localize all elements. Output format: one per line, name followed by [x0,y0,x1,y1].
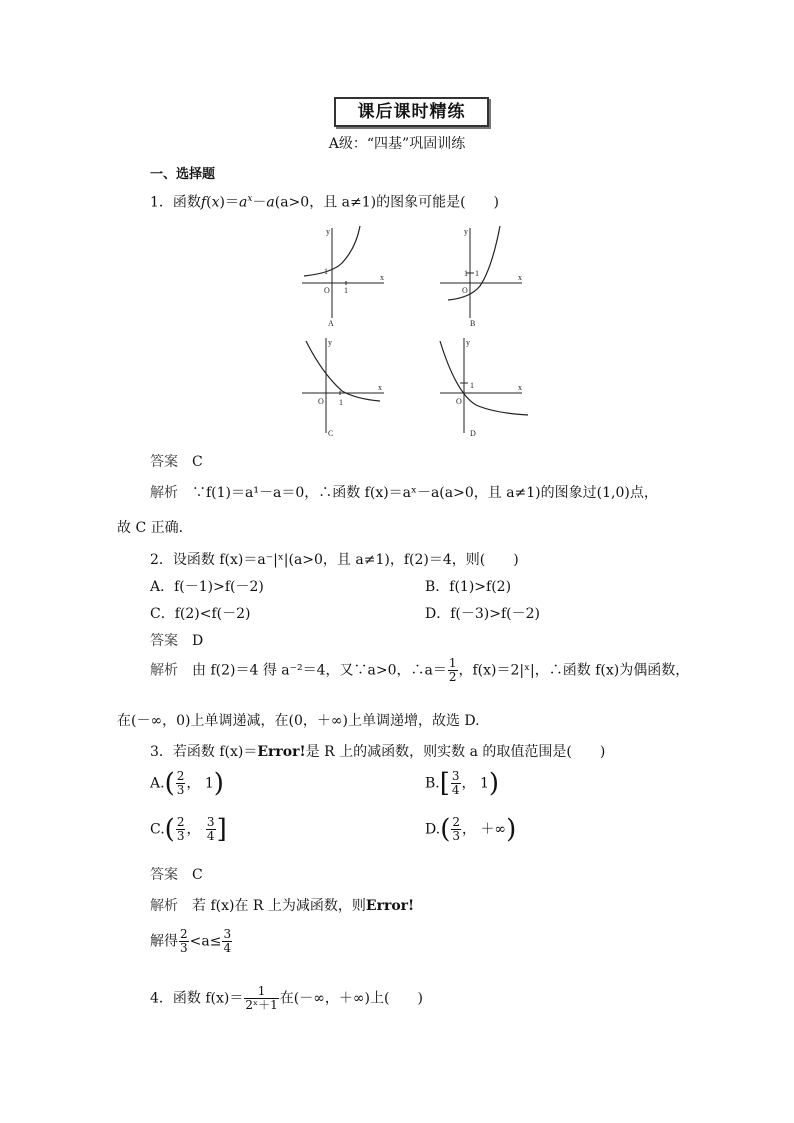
graph-a [302,226,384,318]
graph-d-y-label: y [466,338,470,347]
q3-option-b: B.[ $\frac{3}{4}$ ， 1) [425,768,500,799]
page-title: 课后课时精练 [334,97,489,127]
graph-a-label: A [328,319,334,328]
graph-a-origin: O [324,286,330,295]
graph-d-origin: O [456,397,462,406]
graph-c-one-x: 1 [339,398,343,407]
graph-b-one-x: 1 [475,269,479,278]
graph-c-x-label: x [378,383,382,392]
q3-option-c: C.( $\frac{2}{3}$ ， $\frac{3}{4}$ ] [150,814,227,845]
q3-option-a: A.( $\frac{2}{3}$ ， 1) [150,768,224,799]
q2-answer: 答案 D [150,633,204,649]
q2-option-d: D．f(－3)>f(－2) [425,606,540,622]
question-3: 3．若函数 f(x)＝Error!是 R 上的减函数，则实数 a 的取值范围是( ) [150,744,606,760]
q2-analysis: 解析 由 f(2)＝4 得 a⁻²＝4，又∵a>0，∴a＝ $\frac{1}{2}$ ，f(x)＝2|ˣ|，∴函数 f(x)为偶函数， [150,656,690,684]
section-heading: 一、选择题 [150,167,216,182]
graph-c [302,338,384,433]
graph-c-y-label: y [328,338,332,347]
graph-b-x-label: x [518,273,522,282]
graph-d [440,338,528,433]
graph-c-label: C [328,429,334,438]
page-subtitle: A级：“四基”巩固训练 [328,136,466,152]
q2-option-b: B．f(1)>f(2) [425,579,512,595]
question-1: 1．函数$f(x)=a^x-a(a>0$，且 a≠1)的图象可能是( ) [150,194,500,211]
graph-a-one-y: 1 [324,267,328,276]
graph-d-label: D [470,429,476,438]
graph-a-one-x: 1 [344,286,348,295]
fraction-one-half: $\frac{1}{2}$ [448,656,457,684]
q1-answer: 答案 C [150,454,203,470]
graph-b-one-y: 1 [464,269,468,278]
q1-analysis-cont: 故 C 正确． [117,520,193,536]
q2-option-a: A．f(－1)>f(－2) [150,579,264,595]
graph-b-y-label: y [464,227,468,236]
graph-a-x-label: x [380,273,384,282]
q3-answer: 答案 C [150,867,203,883]
q2-analysis-cont: 在(－∞，0)上单调递减，在(0，＋∞)上单调递增，故选 D. [117,713,480,729]
q3-solution: 解得 $\frac{2}{3}$ <a≤ $\frac{3}{4}$ [150,927,232,955]
q2-option-c: C．f(2)<f(－2) [150,606,251,622]
question-4: 4．函数 f(x)＝ $\frac{1}{\text{2ˣ＋1}}$ 在(－∞，＋∞)上( ) [150,984,423,1012]
q3-analysis: 解析 若 f(x)在 R 上为减函数，则Error! [150,898,415,914]
graph-d-x-label: x [518,383,522,392]
q1-graph-options [284,218,544,444]
graph-c-origin: O [318,397,324,406]
graph-a-y-label: y [326,227,330,236]
graph-b-origin: O [462,286,468,295]
graph-b-label: B [470,319,476,328]
q3-option-d: D.( $\frac{2}{3}$ ， ＋∞) [425,814,517,845]
graph-d-one-y: 1 [470,381,474,390]
graph-b [440,226,522,318]
question-2: 2．设函数 f(x)＝a⁻|ˣ|(a>0，且 a≠1)，f(2)＝4，则( ) [150,552,519,568]
q1-analysis: 解析 ∵f(1)＝a¹－a＝0，∴函数 f(x)＝aˣ－a(a>0，且 a≠1)的图象过(1,0)点， [150,485,658,501]
